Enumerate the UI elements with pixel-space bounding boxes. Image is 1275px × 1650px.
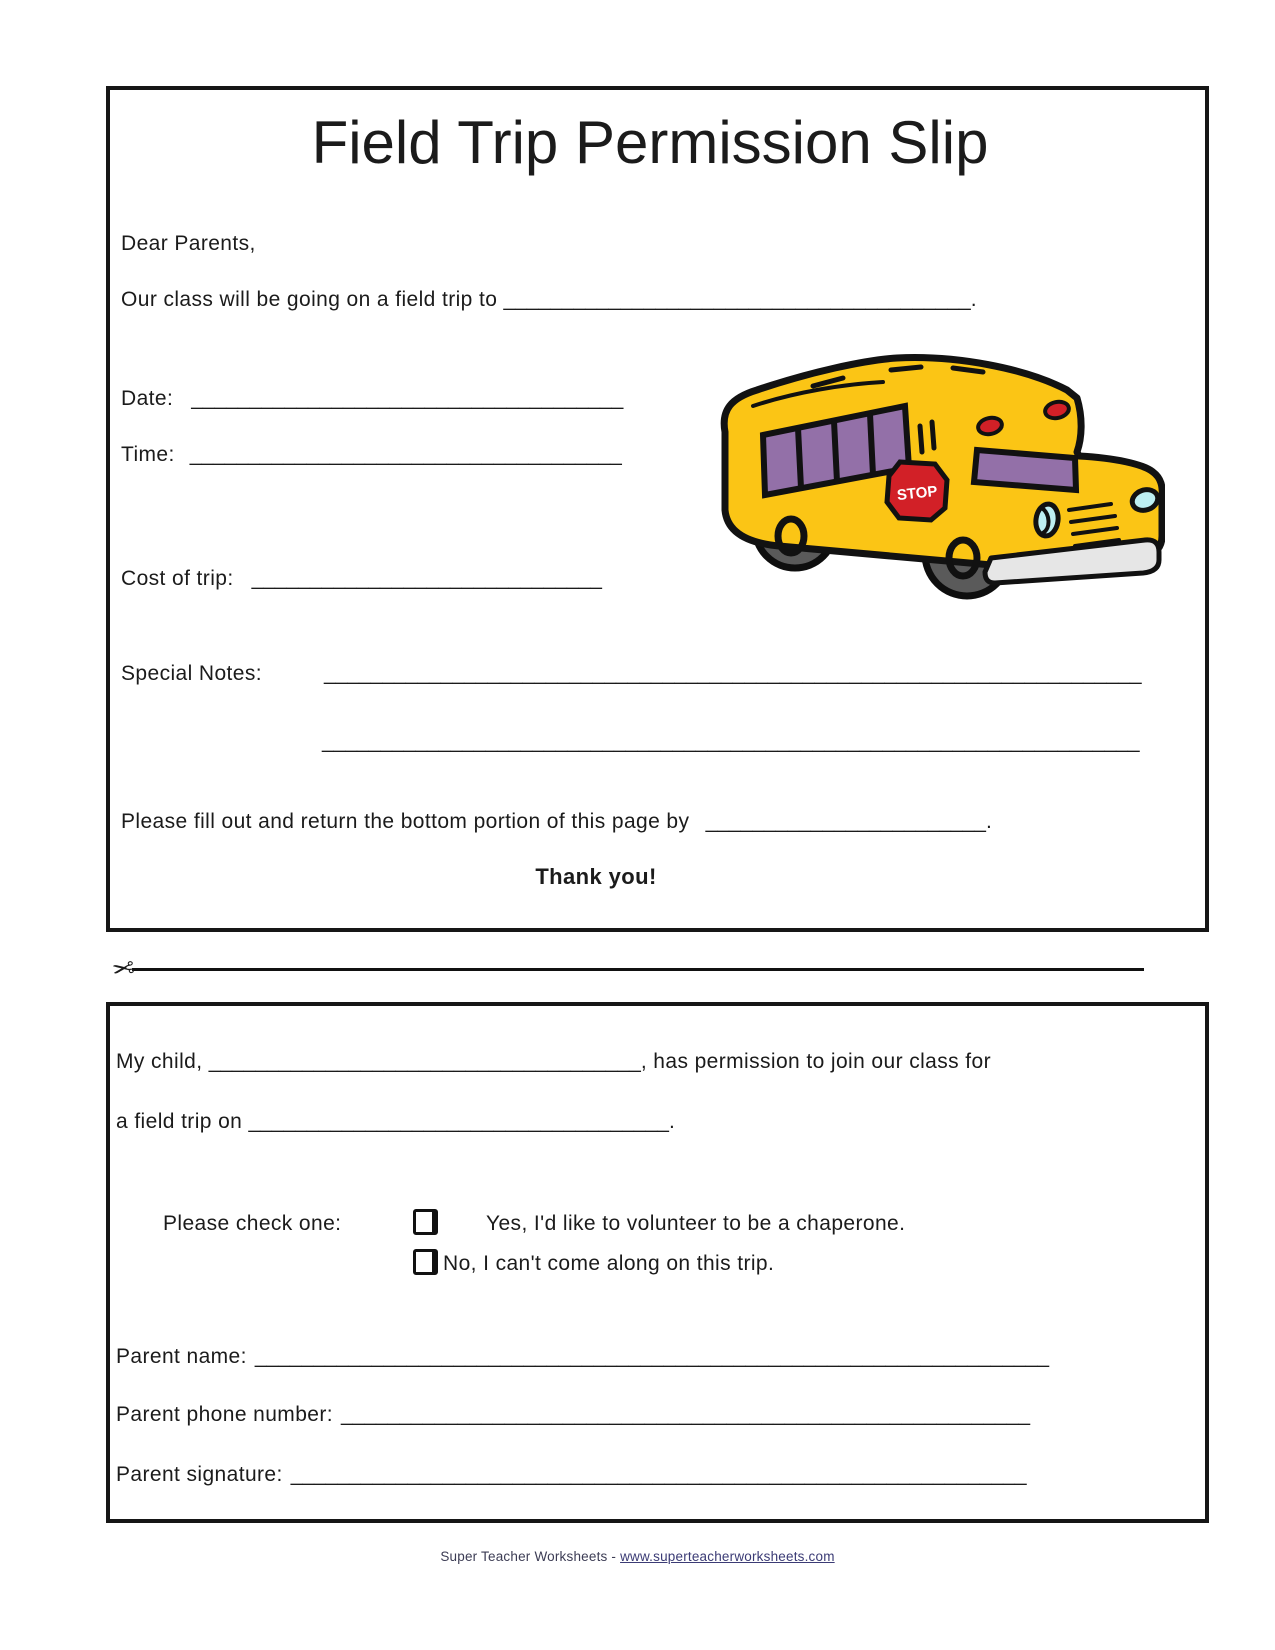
trip-date-prefix: a field trip on [116, 1110, 249, 1133]
parent-phone-blank: ___________________________________________________________ [340, 1403, 1031, 1426]
return-by-period: . [985, 810, 993, 833]
child-name-line [116, 1049, 991, 1075]
parent-signature-label: Parent signature: [116, 1463, 283, 1486]
special-notes-blank-2: ______________________________________________________________________ [322, 730, 1140, 753]
return-by-line [121, 809, 992, 835]
destination-line [121, 287, 977, 313]
destination-period: . [970, 288, 977, 311]
cost-line [121, 566, 602, 592]
footer-link[interactable]: www.superteacherworksheets.com [620, 1549, 835, 1564]
child-name-prefix: My child, [116, 1050, 209, 1073]
return-by-blank: ________________________ [705, 810, 986, 833]
parent-phone-label: Parent phone number: [116, 1403, 333, 1426]
parent-name-label: Parent name: [116, 1345, 247, 1368]
option-no-label: No, I can't come along on this trip. [443, 1252, 775, 1275]
footer-text: Super Teacher Worksheets - [440, 1549, 621, 1564]
special-notes-line [121, 661, 1142, 687]
school-bus-svg [695, 340, 1165, 602]
check-option-no-row [413, 1249, 774, 1277]
scissors-icon: ✂ [109, 952, 137, 985]
special-notes-label: Special Notes: [121, 662, 263, 685]
special-notes-line-2 [322, 729, 1140, 755]
trip-date-line [116, 1109, 675, 1135]
date-line [121, 386, 623, 412]
cut-line-rule [132, 968, 1144, 971]
check-option-yes-row [163, 1209, 905, 1237]
bus-stop-sign-text: STOP [896, 482, 939, 505]
checkbox-yes[interactable] [413, 1209, 438, 1235]
thank-you-text: Thank you! [535, 864, 657, 889]
parent-signature-line [116, 1462, 1027, 1488]
time-line [121, 442, 622, 468]
time-blank: _____________________________________ [189, 443, 622, 466]
greeting-text: Dear Parents, [121, 232, 256, 255]
date-label: Date: [121, 387, 174, 410]
parent-name-line [116, 1344, 1049, 1370]
checkbox-no[interactable] [413, 1249, 438, 1275]
cut-line [109, 952, 1144, 985]
bus-windshield [974, 450, 1076, 490]
destination-blank: ________________________________________ [503, 288, 971, 311]
destination-label: Our class will be going on a field trip to [121, 288, 504, 311]
check-one-label: Please check one: [163, 1212, 342, 1235]
footer-credit [0, 1549, 1275, 1564]
trip-date-period: . [668, 1110, 676, 1133]
return-by-label: Please fill out and return the bottom portion of this page by [121, 810, 696, 833]
special-notes-blank-1: ______________________________________________________________________ [324, 662, 1142, 685]
trip-date-blank: ____________________________________ [248, 1110, 669, 1133]
child-name-blank: _____________________________________ [208, 1050, 641, 1073]
page-title: Field Trip Permission Slip [311, 109, 989, 176]
date-blank: _____________________________________ [191, 387, 624, 410]
parent-signature-blank: _______________________________________________________________ [290, 1463, 1027, 1486]
parent-name-blank: ____________________________________________________________________ [254, 1345, 1050, 1368]
cost-label: Cost of trip: [121, 567, 234, 590]
time-label: Time: [121, 443, 175, 466]
option-yes-label: Yes, I'd like to volunteer to be a chaperone. [486, 1212, 906, 1235]
school-bus-illustration [695, 340, 1165, 602]
child-name-suffix: , has permission to join our class for [640, 1050, 992, 1073]
parent-phone-line [116, 1402, 1030, 1428]
cost-blank: ______________________________ [251, 567, 602, 590]
